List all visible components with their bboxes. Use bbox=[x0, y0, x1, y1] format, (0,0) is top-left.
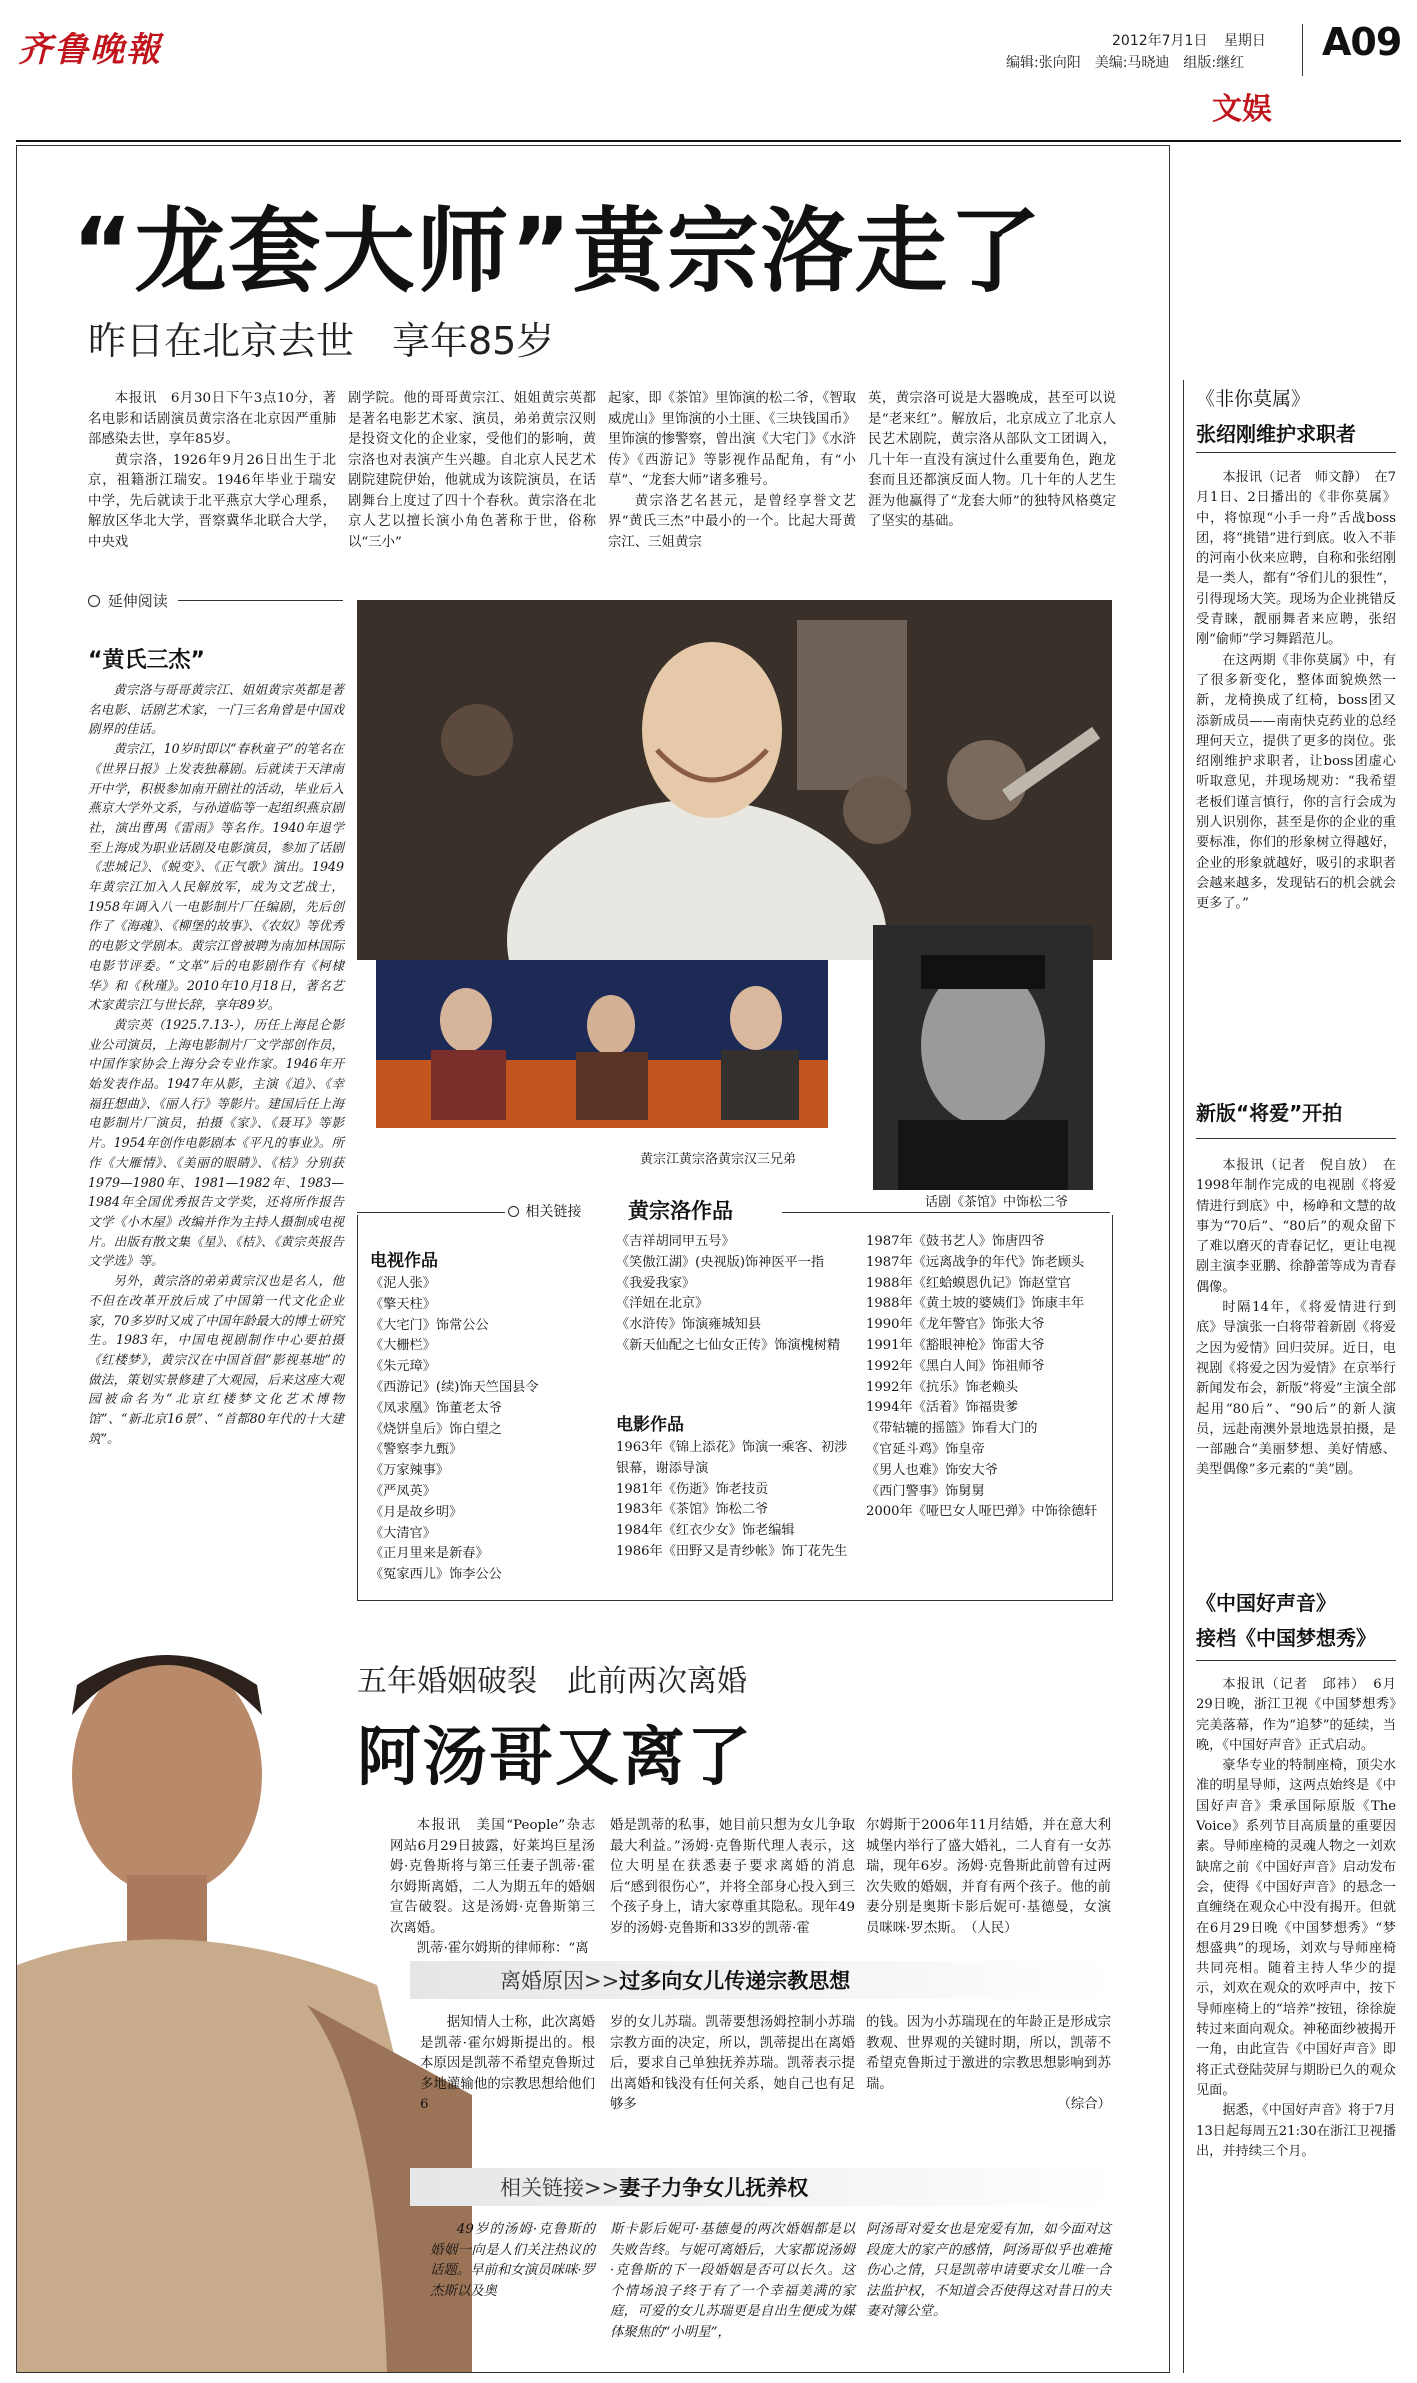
tv-work-item: 《严凤英》 bbox=[370, 1483, 436, 1499]
tv-work-item: 《冤家西儿》饰李公公 bbox=[370, 1567, 502, 1583]
right-column-rule bbox=[1183, 380, 1184, 2373]
reason-col1 bbox=[420, 2013, 595, 2116]
tv-work-item: 《笑傲江湖》(央视版)饰神医平一指 bbox=[616, 1254, 825, 1270]
film-work-item: 1990年《龙年警官》饰张大爷 bbox=[866, 1317, 1045, 1333]
extended-reading-label: 延伸阅读 bbox=[107, 592, 168, 610]
reason-para: 的钱。因为小苏瑞现在的年龄正是形成宗教观、世界观的关键时期，所以，凯蒂不希望克鲁斯过于激进的宗教思想影响到苏瑞。 bbox=[866, 2015, 1111, 2092]
main-subhead: 昨日在北京去世 享年85岁 bbox=[88, 319, 555, 363]
right-para: 在这两期《非你莫属》中，有了很多新变化，整体面貌焕然一新，龙椅换成了红椅，boss团又添新成员——南南快克药业的总经理何天立，提供了更多的岗位。张绍刚维护求职者，让boss团虚心听取意见，并现场规劝：“我希望老板们谨言慎行，你的言行会成为别人识别你，甚至是你的企业的重要标准，你们的形象树立得越好，企业的形象就越好，吸引的求职者会越来越多，发现钻石的机会就会更多了。” bbox=[1196, 652, 1396, 912]
tv-works-header: 电视作品 bbox=[370, 1251, 438, 1271]
reason-title: 过多向女儿传递宗教思想 bbox=[619, 1969, 851, 1993]
right-para: 本报讯（记者 倪自放） 在1998年制作完成的电视剧《将爱情进行到底》中，杨峥和文慧的故事为“70后”、“80后”的观众留下了难以磨灭的青春记忆，更让电视剧主演李亚鹏、徐静蕾等成为青春偶像。 bbox=[1196, 1158, 1396, 1295]
cruise-para: 本报讯 美国“People”杂志网站6月29日披露，好莱坞巨星汤姆·克鲁斯将与第三任妻子凯蒂·霍尔姆斯离婚，二人为期五年的婚姻宣告破裂。这是汤姆·克鲁斯第三次离婚。 bbox=[390, 1818, 595, 1936]
right-story1-title1: 《非你莫属》 bbox=[1196, 388, 1311, 410]
right-para: 豪华专业的特制座椅，顶尖水准的明星导师，这两点始终是《中国好声音》秉承国际原版《The Voice》系列节目高质量的重要因素。导师座椅的灵魂人物之一刘欢缺席之前《中国好声音》启动发布会，使得《中国好声音》的悬念一直缠绕在观众心中没有揭开。但就在6月29日晚《中国梦想秀》“梦想盛典”的现场，刘欢与导师座椅共同亮相。随着主持人华少的提示，刘欢在观众的欢呼声中，按下导师座椅上的“培养”按钮，徐徐旋转过来面向观众。神秘面纱被揭开一角，由此宣告《中国好声音》即将正式登陆荧屏与期盼已久的观众见面。 bbox=[1196, 1758, 1396, 2098]
link-col2 bbox=[610, 2220, 855, 2343]
reason-col3 bbox=[866, 2013, 1111, 2116]
cruise-subhead: 五年婚姻破裂 此前两次离婚 bbox=[357, 1664, 747, 1699]
film-work-item: 1992年《抗乐》饰老赖头 bbox=[866, 1379, 1019, 1395]
works-tag-label: 相关链接 bbox=[525, 1204, 582, 1220]
film-work-item: 1988年《黄土坡的婆姨们》饰康丰年 bbox=[866, 1296, 1085, 1312]
sidebar-body bbox=[88, 680, 344, 1448]
film-work-item: 《官延斗鸡》饰皇帝 bbox=[866, 1441, 985, 1457]
cruise-col2 bbox=[610, 1816, 855, 1939]
cruise-col3 bbox=[866, 1816, 1111, 1939]
tv-work-item: 《烧饼皇后》饰白望之 bbox=[370, 1421, 502, 1437]
film-work-item: 1981年《伤逝》饰老技贡 bbox=[616, 1481, 769, 1497]
right-para: 本报讯（记者 师文静） 在7月1日、2日播出的《非你莫属》中，将惊现“小手一舟”舌战boss团，将“挑错”进行到底。收入不菲的河南小伙来应聘，自称和张绍刚是一类人，都有“爷们儿的狠性”，引得现场大笑。现场为企业挑错反受青睐，靓丽舞者来应聘，张绍刚“偷师”学习舞蹈范儿。 bbox=[1196, 470, 1396, 648]
three-brothers-caption: 黄宗江黄宗洛黄宗汉三兄弟 bbox=[640, 1152, 797, 1167]
right-story3-body bbox=[1196, 1675, 1396, 2162]
tv-work-item: 《大栅栏》 bbox=[370, 1338, 436, 1354]
cruise-headline: 阿汤哥又离了 bbox=[357, 1721, 753, 1795]
film-work-item: 《男人也难》饰安大爷 bbox=[866, 1462, 998, 1478]
right-story2-body bbox=[1196, 1156, 1396, 1481]
editors-line: 编辑:张向阳 美编:马晓迪 组版:继红 bbox=[1006, 55, 1245, 71]
link-para: 阿汤哥对爱女也是宠爱有加，如今面对这段庞大的家产的感情，阿汤哥似乎也难掩伤心之情，只是凯蒂申请要求女儿唯一合法监护权，不知道会否使得这对昔日的夫妻对簿公堂。 bbox=[866, 2222, 1111, 2319]
main-para: 起家，即《茶馆》里饰演的松二爷，《智取威虎山》里饰演的小土匪、《三块钱国币》里饰演的惨警察，曾出演《大宅门》《水浒传》《西游记》等影视作品配角，有“小草”、“龙套大师”诸多雅号。 bbox=[608, 391, 856, 488]
reason-para: 据知情人士称，此次离婚是凯蒂·霍尔姆斯提出的。根本原因是凯蒂不希望克鲁斯过多地灌输他的宗教思想给他们6 bbox=[420, 2015, 595, 2112]
date-text: 2012年7月1日 bbox=[1112, 33, 1208, 49]
masthead-logo: 齐鲁晚報 bbox=[18, 30, 162, 70]
cruise-para: 凯蒂·霍尔姆斯的律师称：“离 bbox=[416, 1941, 589, 1956]
main-headline: “龙套大师”黄宗洛走了 bbox=[72, 198, 1043, 305]
film-works-list-2 bbox=[866, 1232, 1106, 1523]
right-story1-title2: 张绍刚维护求职者 bbox=[1196, 422, 1356, 446]
three-brothers-photo bbox=[376, 960, 828, 1128]
right-story1-body bbox=[1196, 468, 1396, 915]
works-title: 黄宗洛作品 bbox=[628, 1199, 733, 1223]
tv-work-item: 《月是故乡明》 bbox=[370, 1504, 463, 1520]
right-story3-title2: 接档《中国梦想秀》 bbox=[1196, 1626, 1376, 1650]
main-para: 黄宗洛，1926年9月26日出生于北京，祖籍浙江瑞安。1946年毕业于瑞安中学，先后就读于北平燕京大学心理系，解放区华北大学，晋察冀华北联合大学，中央戏 bbox=[88, 452, 336, 550]
sidebar-para: 黄宗洛与哥哥黄宗江、姐姐黄宗英都是著名电影、话剧艺术家，一门三名角曾是中国戏剧界的佳话。 bbox=[88, 682, 344, 737]
issue-date bbox=[1112, 30, 1266, 50]
right-rule-2 bbox=[1196, 1138, 1396, 1139]
link-label: 相关链接>> bbox=[500, 2176, 620, 2200]
teahouse-role-photo bbox=[873, 925, 1093, 1190]
film-work-item: 1986年《田野又是青纱帐》饰丁花先生 bbox=[616, 1543, 848, 1559]
film-works-list bbox=[616, 1438, 848, 1563]
film-work-item: 1988年《红蛤蟆恩仇记》饰赵堂官 bbox=[866, 1275, 1071, 1291]
film-work-item: 1991年《豁眼神枪》饰雷大爷 bbox=[866, 1337, 1045, 1353]
main-para: 英，黄宗洛可说是大器晚成，甚至可以说是“老来红”。解放后，北京成立了北京人民艺术剧院，黄宗洛从部队文工团调入，几十年一直没有演过什么重要角色，跑龙套而且还都演反面人物。几十年的人艺生涯为他赢得了“龙套大师”的独特风格奠定了坚实的基础。 bbox=[868, 391, 1116, 529]
right-story3-title1: 《中国好声音》 bbox=[1196, 1591, 1336, 1615]
tv-work-item: 《万家辣事》 bbox=[370, 1463, 450, 1479]
link-heading bbox=[500, 2172, 808, 2202]
cruise-col1 bbox=[390, 1816, 595, 1960]
tv-work-item: 《大清官》 bbox=[370, 1525, 436, 1541]
link-para: 49岁的汤姆·克鲁斯的婚姻一向是人们关注热议的话题。早前和女演员咪咪·罗杰斯以及奥 bbox=[430, 2222, 595, 2299]
cruise-para: 婚是凯蒂的私事，她目前只想为女儿争取最大利益。”汤姆·克鲁斯代理人表示，这位大明星在获悉妻子要求离婚的消息后“感到很伤心”，并将全部身心投入到三个孩子身上，请大家尊重其隐私。现年49岁的汤姆·克鲁斯和33岁的凯蒂·霍 bbox=[610, 1818, 855, 1936]
reason-heading bbox=[500, 1965, 850, 1995]
link-col1 bbox=[430, 2220, 595, 2302]
tv-work-item: 《水浒传》饰演雍城知县 bbox=[616, 1317, 762, 1333]
huang-zongluo-photo bbox=[357, 600, 1112, 960]
teahouse-role-caption: 话剧《茶馆》中饰松二爷 bbox=[925, 1195, 1069, 1210]
works-rule-right bbox=[782, 1212, 1110, 1213]
cruise-para: 尔姆斯于2006年11月结婚，并在意大利城堡内举行了盛大婚礼，二人育有一女苏瑞，现年6岁。汤姆·克鲁斯此前曾有过两次失败的婚姻，并育有两个孩子。他的前妻分别是奥斯卡影后妮可·基德曼，女演员咪咪·罗杰斯。 （人民） bbox=[866, 1818, 1111, 1936]
tv-work-item: 《我爱我家》 bbox=[616, 1275, 696, 1291]
three-brothers-illustration bbox=[376, 960, 828, 1128]
film-work-item: 《带轱辘的摇篮》饰看大门的 bbox=[866, 1421, 1038, 1437]
film-work-item: 1994年《活着》饰福贵爹 bbox=[866, 1400, 1019, 1416]
link-para: 斯卡影后妮可·基德曼的两次婚姻都是以失败告终。与妮可离婚后，大家都说汤姆·克鲁斯的下一段婚姻是否可以长久。这个情场浪子终于有了一个幸福美满的家庭，可爱的女儿苏瑞更是自出生便成为媒体聚焦的“小明星”， bbox=[610, 2222, 855, 2340]
tv-work-item: 《吉祥胡同甲五号》 bbox=[616, 1234, 735, 1249]
weekday-text: 星期日 bbox=[1223, 33, 1266, 49]
link-title: 妻子力争女儿抚养权 bbox=[619, 2176, 809, 2200]
right-para: 据悉，《中国好声音》将于7月13日起每周五21:30在浙江卫视播出，并持续三个月。 bbox=[1196, 2103, 1396, 2159]
film-work-item: 1983年《茶馆》饰松二爷 bbox=[616, 1502, 769, 1518]
tv-works-list bbox=[370, 1274, 600, 1586]
film-work-item: 2000年《哑巴女人哑巴弹》中饰徐德轩 bbox=[866, 1504, 1098, 1520]
main-story-col2 bbox=[348, 389, 596, 553]
right-story2-title: 新版“将爱”开拍 bbox=[1196, 1101, 1343, 1125]
sidebar-para: 另外，黄宗洛的弟弟黄宗汉也是名人，他不但在改革开放后成了中国第一代文化企业家，70多岁时又成了中国年龄最大的博士研究生。1983年，中国电视剧制作中心要拍摄《红楼梦》，黄宗汉在中国首倡“影视基地”的做法，策划实景修建了大观园，后来这座大观园被命名为“北京红楼梦文化艺术博物馆”、“新北京16景”、“首都80年代的十大建筑”。 bbox=[88, 1273, 344, 1446]
right-para: 时隔14年，《将爱情进行到底》导演张一白将带着新剧《将爱之因为爱情》回归荧屏。近日，电视剧《将爱之因为爱情》在京举行新闻发布会，新版“将爱”主演全部起用“80后”、“90后”的新人演员，远赴南澳外景地选景拍摄，是一部融合“美丽梦想、美好情感、美型偶像”多元素的“美”剧。 bbox=[1196, 1300, 1396, 1478]
tv-work-item: 《大宅门》饰常公公 bbox=[370, 1317, 489, 1333]
masthead-rule bbox=[16, 140, 1401, 142]
extended-reading-tag bbox=[88, 590, 168, 611]
film-work-item: 1987年《鼓书艺人》饰唐四爷 bbox=[866, 1234, 1045, 1249]
reason-para: 岁的女儿苏瑞。凯蒂要想汤姆控制小苏瑞宗教方面的决定，所以，凯蒂提出在离婚后，要求自己单独抚养苏瑞。凯蒂表示提出离婚和钱没有任何关系，她自己也有足够多 bbox=[610, 2015, 855, 2112]
main-story-col1 bbox=[88, 389, 336, 553]
sidebar-title: “黄氏三杰” bbox=[88, 648, 205, 673]
teahouse-role-illustration bbox=[873, 925, 1093, 1190]
film-work-item: 1987年《远离战争的年代》饰老顾头 bbox=[866, 1254, 1085, 1270]
main-para: 黄宗洛艺名甚元，是曾经享誉文艺界“黄氏三杰”中最小的一个。比起大哥黄宗江、三姐黄宗 bbox=[608, 493, 856, 550]
tv-work-item: 《泥人张》 bbox=[370, 1276, 436, 1291]
sidebar-para: 黄宗英（1925.7.13-），历任上海昆仑影业公司演员，上海电影制片厂文学部创作员，中国作家协会上海分会专业作家。1946年开始发表作品。1947年从影，主演《追》、《幸福狂想曲》、《丽人行》等影片。建国后任上海电影制片厂演员，拍摄《家》、《聂耳》等影片。1954年创作电影剧本《平凡的事业》。所作《大雁情》、《美丽的眼睛》、《桔》分别获1979—1980年、1981—1982年、1983—1984年全国优秀报告文学奖，还将所作报告文学《小木屋》改编并作为主持人摄制成电视片。出版有散文集《星》、《桔》、《黄宗英报告文学选》等。 bbox=[88, 1016, 344, 1269]
main-story-col4 bbox=[868, 389, 1116, 533]
works-rule-left bbox=[357, 1212, 505, 1213]
tv-work-item: 《警察李九甄》 bbox=[370, 1442, 463, 1458]
film-work-item: 《西门警事》饰舅舅 bbox=[866, 1483, 985, 1499]
film-work-item: 1992年《黑白人间》饰祖师爷 bbox=[866, 1358, 1045, 1374]
film-work-item: 1984年《红衣少女》饰老编辑 bbox=[616, 1523, 795, 1539]
tv-work-item: 《新天仙配之七仙女正传》饰演槐树精 bbox=[616, 1337, 841, 1353]
tv-work-item: 《洋妞在北京》 bbox=[616, 1296, 709, 1312]
portrait-illustration bbox=[357, 600, 1112, 960]
section-label: 文娱 bbox=[1212, 92, 1272, 127]
reason-sign: （综合） bbox=[1057, 2097, 1111, 2112]
masthead-divider bbox=[1302, 24, 1303, 76]
tv-works-list-2 bbox=[616, 1232, 846, 1357]
main-story-col3 bbox=[608, 389, 856, 553]
tv-work-item: 《擎天柱》 bbox=[370, 1296, 436, 1312]
link-col3 bbox=[866, 2220, 1111, 2323]
right-rule-3 bbox=[1196, 1660, 1396, 1661]
main-para: 剧学院。他的哥哥黄宗江、姐姐黄宗英都是著名电影艺术家、演员，弟弟黄宗汉则是投资文化的企业家，受他们的影响，黄宗洛也对表演产生兴趣。自北京人民艺术剧院建院伊始，他就成为该院演员，在话剧舞台上度过了四十个春秋。黄宗洛在北京人艺以擅长演小角色著称于世，俗称以“三小” bbox=[348, 391, 596, 550]
tv-work-item: 《西游记》(续)饰天竺国县令 bbox=[370, 1379, 539, 1395]
reason-label: 离婚原因>> bbox=[500, 1969, 620, 1993]
tv-work-item: 《凤求凰》饰董老太爷 bbox=[370, 1400, 502, 1416]
sidebar-tag-rule bbox=[178, 600, 343, 601]
right-rule-1 bbox=[1196, 452, 1396, 453]
circle-bullet-icon bbox=[88, 595, 100, 607]
page-number: A09 bbox=[1322, 20, 1402, 64]
film-work-item: 1963年《锦上添花》饰演一乘客、初涉银幕，谢添导演 bbox=[616, 1440, 848, 1476]
sidebar-para: 黄宗江，10岁时即以“春秋童子”的笔名在《世界日报》上发表独幕剧。后就读于天津南开中学，积极参加南开剧社的活动，毕业后入燕京大学外文系，与孙道临等一起组织燕京剧社，演出曹禺《雷雨》等名作。1940年退学至上海成为职业话剧及电影演员，参加了话剧《悲城记》、《蜕变》、《正气歌》演出。1949年黄宗江加入人民解放军，成为文艺战士，1958年调入八一电影制片厂任编剧，先后创作了《海魂》、《柳堡的故事》、《农奴》等优秀的电影文学剧本。黄宗江曾被聘为南加林国际电影节评委。“文革”后的电影剧作有《柯棣华》和《秋瑾》。2010年10月18日，著名艺术家黄宗江与世长辞，享年89岁。 bbox=[88, 741, 344, 1013]
tv-work-item: 《正月里来是新春》 bbox=[370, 1546, 489, 1562]
tv-work-item: 《朱元璋》 bbox=[370, 1359, 436, 1375]
main-para: 本报讯 6月30日下午3点10分，著名电影和话剧演员黄宗洛在北京因严重肺部感染去世，享年85岁。 bbox=[88, 391, 336, 447]
right-para: 本报讯（记者 邱祎） 6月29日晚，浙江卫视《中国梦想秀》完美落幕，作为“追梦”的延续，当晚，《中国好声音》正式启动。 bbox=[1196, 1677, 1396, 1753]
reason-col2 bbox=[610, 2013, 855, 2116]
film-works-header: 电影作品 bbox=[616, 1415, 684, 1435]
